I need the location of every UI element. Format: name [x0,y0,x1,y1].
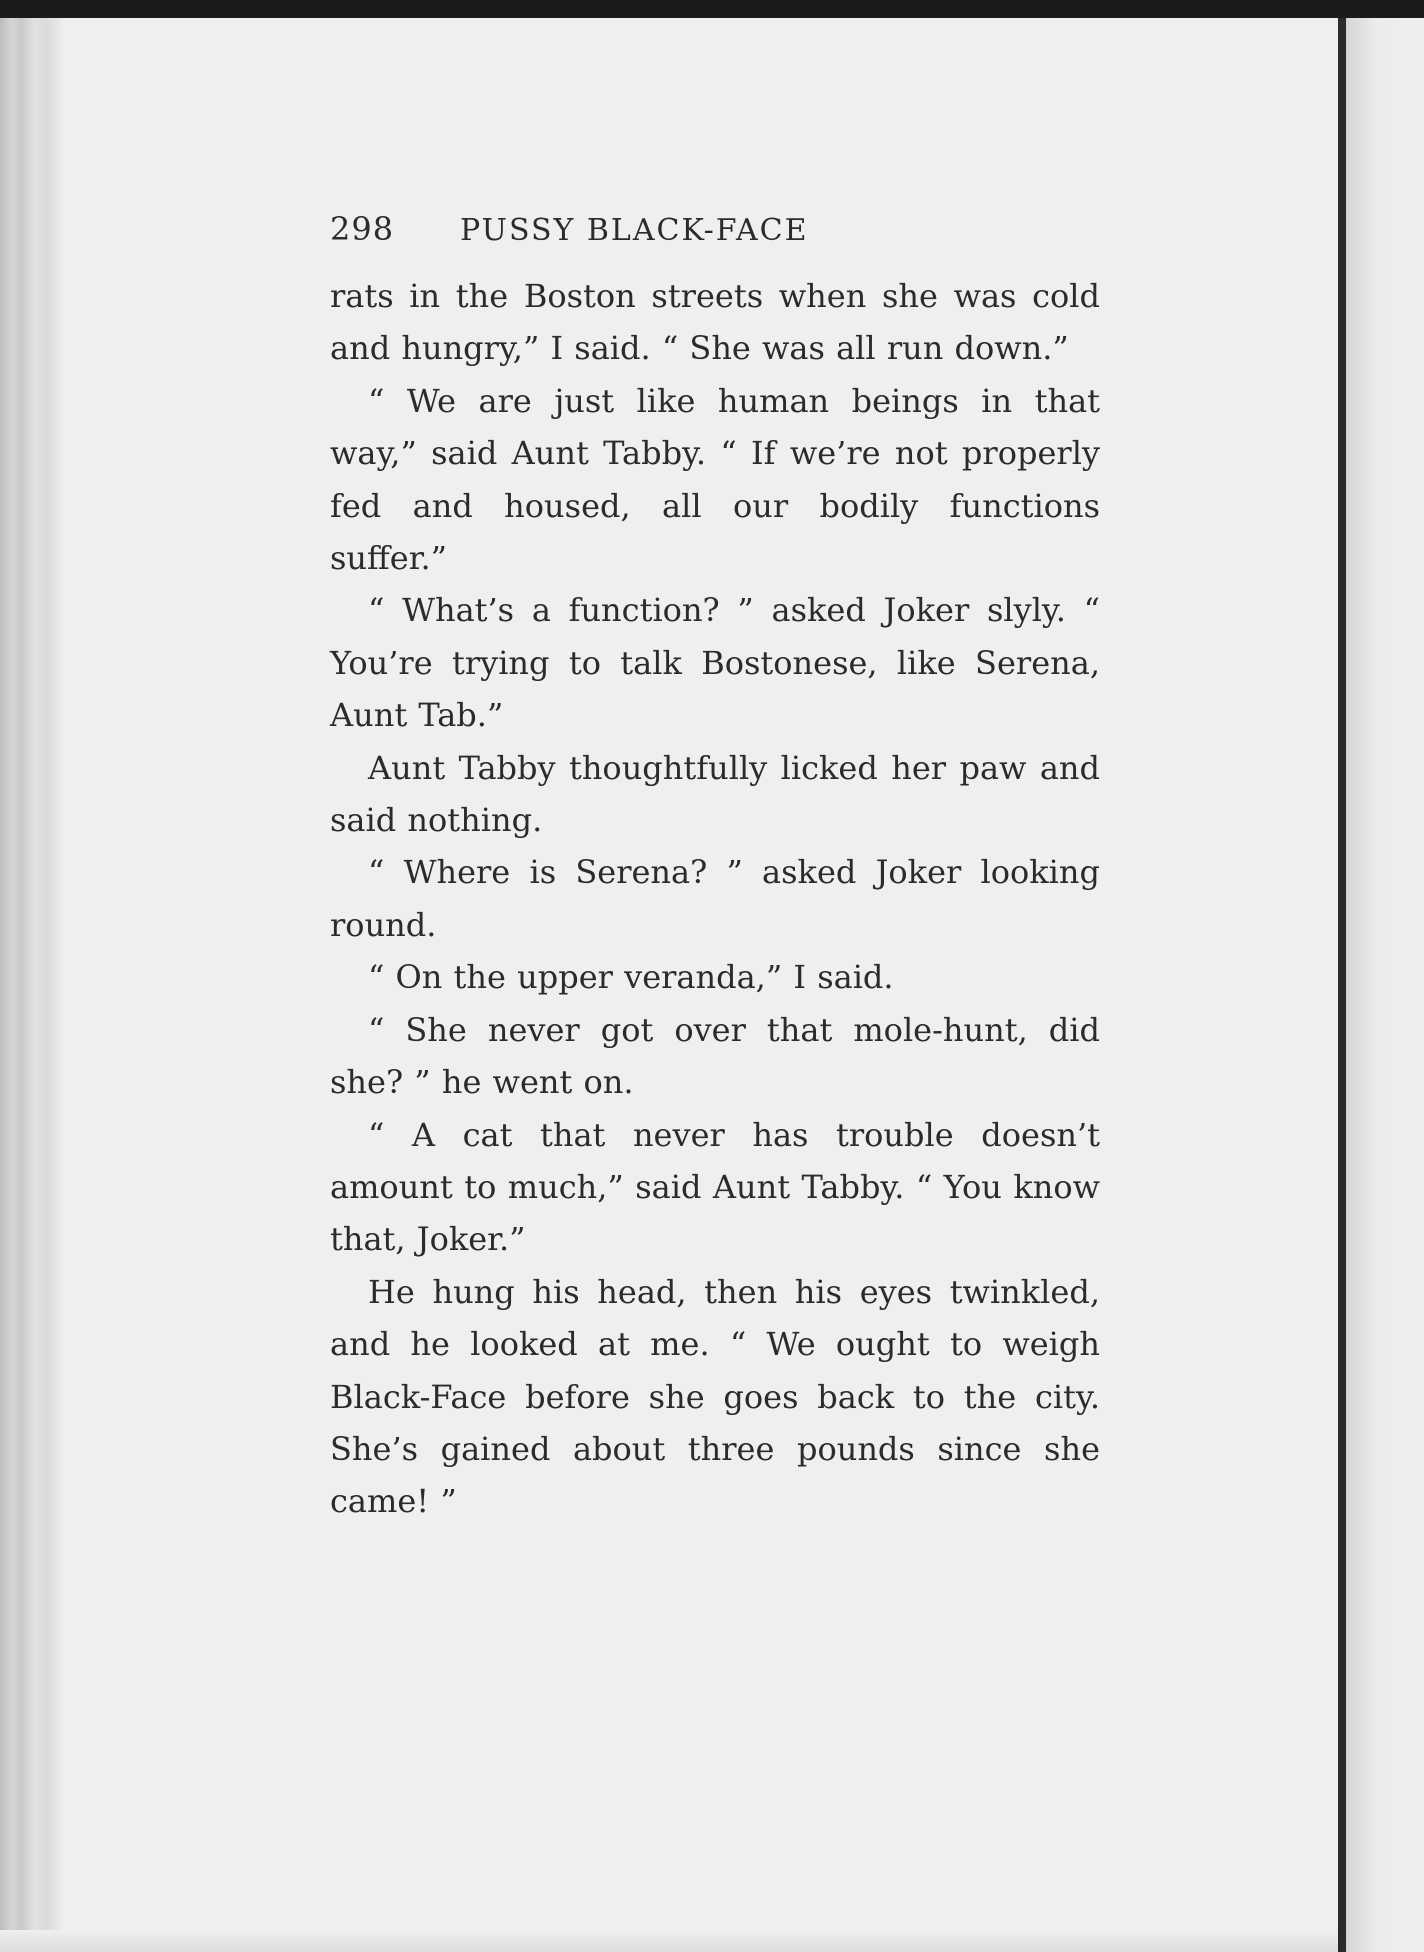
page-number: 298 [330,210,395,248]
paragraph: “ We are just like human beings in that way,” said Aunt Tabby. “ If we’re not properly fed and housed, all our bodily functions suffer.” [330,381,1100,578]
page-bottom-edge [0,1930,1338,1952]
text-block [330,210,1100,1528]
page-stack-edge [0,18,62,1952]
running-head [330,210,1100,270]
paragraph: “ Where is Serena? ” asked Joker looking round. [330,853,1100,944]
paragraph: “ She never got over that mole-hunt, did she? ” he went on. [330,1010,1100,1102]
running-head-title: PUSSY BLACK-FACE [460,213,809,248]
paragraph: Aunt Tabby thoughtfully licked her paw and said nothing. [330,748,1100,840]
paragraph: “ What’s a function? ” asked Joker slyly. “ You’re trying to talk Bostonese, like Serena, Aunt Tab.” [330,591,1100,735]
paragraph: rats in the Boston streets when she was cold and hungry,” I said. “ She was all run down.” [330,277,1100,368]
facing-page-edge [1346,18,1424,1952]
paragraph: “ On the upper veranda,” I said. [368,958,894,997]
book-gutter [1338,18,1346,1952]
paragraph: He hung his head, then his eyes twinkled, and he looked at me. “ We ought to weigh Black-Face before she goes back to the city. She’s gained about three pounds since she came! ” [330,1272,1100,1521]
paragraph: “ A cat that never has trouble doesn’t amount to much,” said Aunt Tabby. “ You know that, Joker.” [330,1115,1100,1259]
